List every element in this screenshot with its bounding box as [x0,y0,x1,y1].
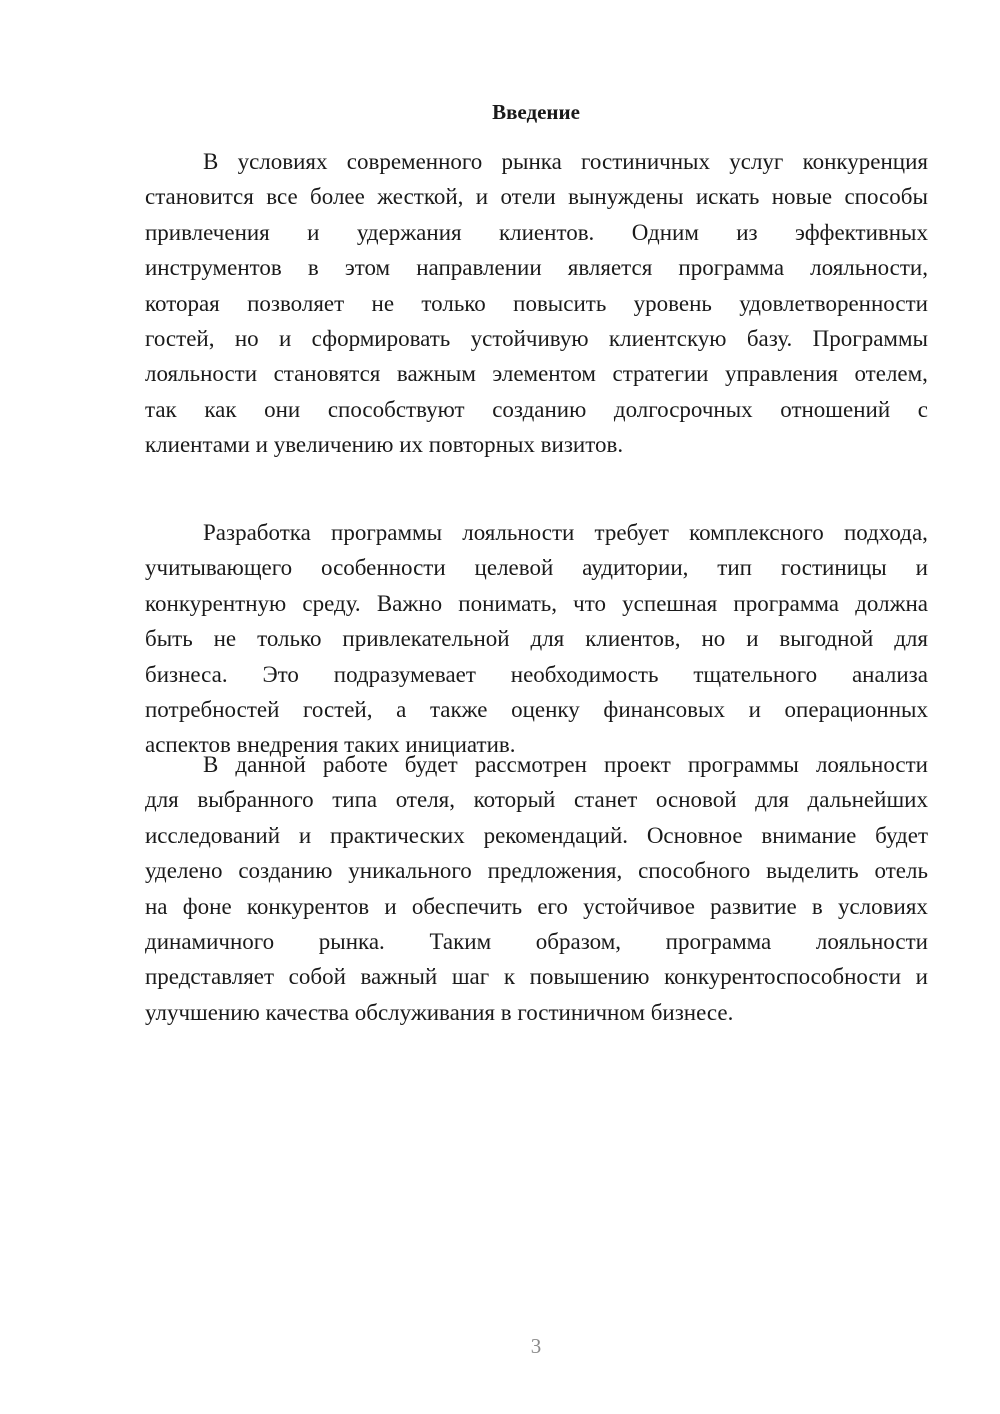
text-line: конкурентную среду. Важно понимать, что успешная программа должна [145,590,928,616]
page-number: 3 [530,1334,542,1358]
text-line: привлечения и удержания клиентов. Одним из эффективных [145,219,928,245]
text-line: лояльности становятся важным элементом стратегии управления отелем, [145,361,928,387]
text-line: динамичного рынка. Таким образом, программа лояльности [145,928,928,954]
paragraph-2 [145,515,928,763]
text-line: исследований и практических рекомендаций. Основное внимание будет [145,822,928,848]
paragraph-1 [145,144,928,463]
text-line: аспектов внедрения таких инициатив. [145,732,516,758]
text-line: учитывающего особенности целевой аудитории, тип гостиницы и [145,555,928,581]
text-line: В условиях современного рынка гостиничных услуг конкуренция [203,149,928,174]
text-line: В данной работе будет рассмотрен проект программы лояльности [203,752,928,777]
text-line: которая позволяет не только повысить уровень удовлетворенности [145,290,928,316]
text-line: бизнеса. Это подразумевает необходимость тщательного анализа [145,661,928,687]
text-line: Разработка программы лояльности требует комплексного подхода, [203,520,928,545]
text-line: быть не только привлекательной для клиентов, но и выгодной для [145,626,928,652]
text-line: представляет собой важный шаг к повышению конкурентоспособности и [145,964,928,990]
section-title: Введение [492,100,580,124]
text-line: для выбранного типа отеля, который станет основой для дальнейших [145,787,928,813]
text-line: инструментов в этом направлении является программа лояльности, [145,255,928,281]
text-line: улучшению качества обслуживания в гостиничном бизнесе. [145,999,734,1025]
text-line: на фоне конкурентов и обеспечить его устойчивое развитие в условиях [145,893,928,919]
paragraph-3 [145,747,928,1030]
text-line: клиентами и увеличению их повторных визитов. [145,432,624,458]
text-line: становится все более жесткой, и отели вынуждены искать новые способы [145,184,928,210]
text-line: потребностей гостей, а также оценку финансовых и операционных [145,696,928,722]
text-line: уделено созданию уникального предложения, способного выделить отель [145,858,928,884]
text-line: гостей, но и сформировать устойчивую клиентскую базу. Программы [145,325,928,351]
text-line: так как они способствуют созданию долгосрочных отношений с [145,396,928,422]
